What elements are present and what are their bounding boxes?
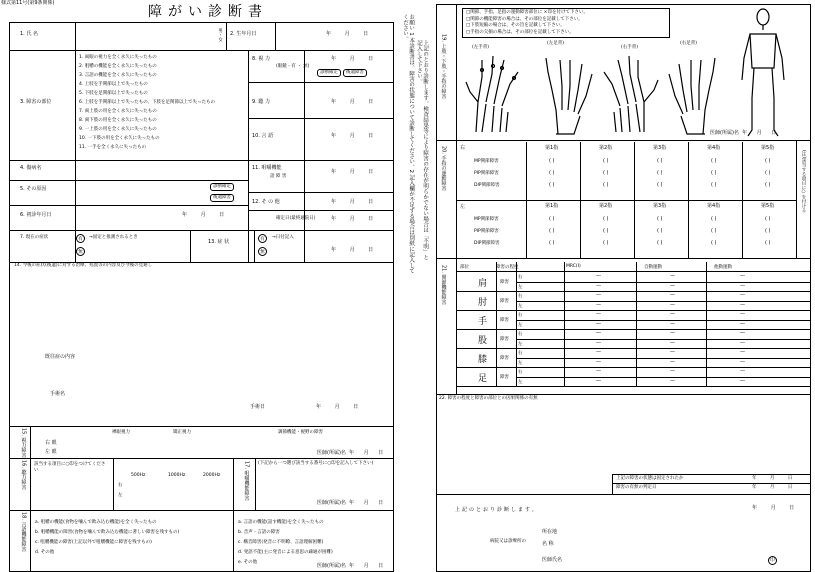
joint-header-cell: MRC(Ⅰ) [566,264,581,269]
injury-item[interactable]: 11. 一手を全く永久に失ったもの [79,145,147,150]
name-field[interactable] [76,23,216,49]
section15-label: 15. 視力障害 [20,428,27,458]
joint-disorder-label: 障害 [500,356,509,361]
joint-value-cell[interactable]: — [596,377,601,384]
sex-label[interactable]: 男・女 [217,28,223,42]
section18-label: 18. 言語機能障害 [20,512,27,552]
finger-row-label: DIP関節障害 [474,183,500,188]
finger-row-label: MP関節障害 [474,159,499,164]
joint-section-label: 21. 関節機能障害 [440,265,447,305]
joint-header-cell: 自動運動 [644,265,662,270]
diagnosis-confirmed-chip-2[interactable]: 診断確定 [210,183,234,191]
finger-cell[interactable]: ( ) [657,228,663,234]
first-visit-date-unit: 年 月 日 [182,212,231,218]
joint-value-cell[interactable]: — [740,377,745,384]
visit-date-unit-2: 年 月 日 [331,247,380,253]
current-label: 7. 現在の症状 [20,235,49,240]
diagnosis-confirmed-chip[interactable]: 診断確定 [317,69,341,77]
joint-value-cell[interactable]: — [596,330,601,336]
other-label: 12. そ の 他 [252,199,280,205]
instruction-line: □下肢短縮の場合は、その旨を記載して下さい。 [466,23,565,28]
injury-item[interactable]: 8. 両下肢の用を全く永久に失ったもの [79,118,157,123]
hand-label-4: (右足背) [680,41,698,46]
finger-col-divider [688,142,689,258]
current-option-b[interactable]: 無 [76,247,85,256]
injury-item[interactable]: 9. 一上肢の用を全く永久に失ったもの [79,127,157,132]
joint-row-line [516,320,810,321]
joint-row-line [516,301,810,302]
hospital-name-label: 名 称 [542,541,554,547]
joint-value-cell[interactable]: — [740,311,745,317]
speech-label: 10. 言 語 [252,133,274,139]
hz-2: 1000Hz [168,473,186,478]
finger-cell[interactable]: ( ) [603,170,609,176]
certify-date: 年 月 日 [752,505,801,511]
hz-3: 2000Hz [203,473,221,478]
vision-col-3: 調節機能・視野の障害 [278,430,323,435]
visit-date-unit: 年 月 日 [331,216,380,222]
section17-label: 17. 咀嚼機能障害 [243,461,250,501]
joint-value-cell[interactable]: — [670,311,675,317]
left-foot-icon [538,50,596,136]
check-item[interactable]: c. 構音障害(発音に不明瞭、言語理解困難) [238,540,324,545]
right-signature: 医師(所属)名 [710,130,739,136]
joint-row-line [516,358,810,359]
first-visit-label: 6. 初診年月日 [20,212,52,218]
joint-side: 左 [518,360,523,366]
joint-disorder-label: 障害 [500,299,509,304]
joint-disorder-label: 障害 [500,318,509,323]
joint-side: 右 [518,313,523,318]
finger-col-header: 第5指 [761,203,775,209]
joint-value-cell[interactable]: — [740,273,745,279]
joint-header-cell: 障害の程度 [496,265,519,270]
finger-cell[interactable]: ( ) [711,182,717,188]
joint-value-cell[interactable]: — [740,320,745,327]
finger-col-header: 第4指 [707,203,721,209]
check-item[interactable]: c. 咀嚼機能の障害(上記以外で咀嚼機能に障害を残すもの) [35,540,152,545]
injury-item[interactable]: 6. 上肢を手関節以上で失ったもの、下肢を足関節以上で失ったもの [79,100,216,105]
treatment-label: 14. 今後の症状(後遺)に対する治療、処置等の内容及び今後の見通し [14,263,153,268]
finger-grid [470,142,796,258]
joint-value-cell[interactable]: — [670,349,675,355]
hospital-address-label: 所在地 [542,529,558,535]
joint-header-cell: 他動運動 [714,265,732,270]
joint-row-line [516,339,810,340]
check-item[interactable]: b. 音声・言語の障害 [238,530,280,535]
joint-value-cell[interactable]: — [740,339,745,346]
visit-note: →日付記入 [272,235,294,240]
joint-value-cell[interactable]: — [670,377,675,384]
finger-col-header: 第3指 [653,203,667,209]
certify-text: 上記のとおり診断します。 [455,507,539,513]
hearing-date-unit: 年 月 日 [331,99,380,105]
finger-cell[interactable]: ( ) [603,240,609,246]
joint-row-line [456,367,810,368]
finger-cell[interactable]: ( ) [657,158,663,164]
finger-cell[interactable]: ( ) [765,158,771,164]
history-label: 既往症の内容 [45,354,76,360]
injury-item[interactable]: 10. 一下肢の用を全く永久に失ったもの [79,136,160,141]
finger-cell[interactable]: ( ) [711,216,717,222]
finger-cell[interactable]: ( ) [657,216,663,222]
joint-value-cell[interactable]: — [670,339,675,346]
injury-item[interactable]: 3. 言語の機能を全く永久に失ったもの [79,73,157,78]
finger-cell[interactable]: ( ) [657,182,663,188]
finger-cell[interactable]: ( ) [711,158,717,164]
final-row-1-date: 年 月 日 [752,476,799,481]
birth-label: 2. 生年月日 [230,31,257,37]
operation-label: 手術名 [50,391,66,397]
joint-side: 右 [518,351,523,356]
hearing-check-note: 該当する項目に○印をつけてください [34,462,106,473]
check-item[interactable]: e. その他 [238,560,258,565]
joint-value-cell[interactable]: — [596,339,601,346]
eye-right-label: 右 眼 [45,440,57,446]
hospital-desc: 病院又は診療所の [490,539,526,544]
joint-value-cell[interactable]: — [740,330,745,336]
vision-sub: (眼鏡・有 ・ 無) [276,64,310,69]
chew-date-unit: 年 月 日 [331,169,380,175]
joint-value-cell[interactable]: — [596,349,601,355]
joint-value-cell[interactable]: — [596,301,601,308]
joint-value-cell[interactable]: — [596,292,601,298]
mid-note: 上記のとおり診断します。検査結果等により障害の存在が明らかでない場合は「不明」と記入して下さい。 [416,40,429,260]
body-skeleton-icon [738,8,788,138]
finger-cell[interactable]: ( ) [549,228,555,234]
speech-date-unit: 年 月 日 [331,133,380,139]
joint-value-cell[interactable]: — [596,311,601,317]
finger-cell[interactable]: ( ) [603,228,609,234]
joint-row-line [456,291,810,292]
finger-cell[interactable]: ( ) [711,170,717,176]
joint-value-cell[interactable]: — [740,349,745,355]
finger-col-header: 第3指 [653,145,667,151]
joint-side: 右 [518,275,523,280]
ear-right-label: 右 [118,483,123,488]
joint-name: 肘 [478,298,488,308]
reserve-chip[interactable]: 後遺障害 [343,69,367,77]
vertical-note: お願い 1 本診断書は、障害の状態について診断してください。2 記入欄が不足する場合は別紙に記入してください。 [402,14,415,274]
finger-cell[interactable]: ( ) [765,240,771,246]
hand-label-3: (右手背) [621,45,639,50]
check-item[interactable]: b. 咀嚼機能の障害(食物を噛んで飲み込む機能に著しい障害を残すもの) [35,530,180,535]
other-date-unit: 年 月 日 [331,199,380,205]
speech-check-list-left [35,518,230,558]
joint-value-cell[interactable]: — [740,292,745,298]
instruction-line: □手指の欠損の場合は、その部位を記載して下さい。 [466,29,574,35]
seal-mark: 印 [770,557,776,563]
finger-cell[interactable]: ( ) [765,182,771,188]
finger-cell[interactable]: ( ) [549,158,555,164]
joint-value-cell[interactable]: — [740,301,745,308]
finger-col-divider [580,142,581,258]
finger-cell[interactable]: ( ) [765,216,771,222]
finger-cell[interactable]: ( ) [549,182,555,188]
hz-1: 500Hz [131,473,146,478]
hearing-note-right: (下記から一つ選び該当する番号に○印を記入して下さい) [258,461,374,466]
finger-col-divider [634,142,635,258]
finger-cell[interactable]: ( ) [711,240,717,246]
check-item[interactable]: d. その他 [35,550,55,555]
visit-sub: 確定日(最終通院日) [276,216,316,221]
joint-name: 足 [478,374,488,384]
vision-sig-date: 年 月 日 [349,450,388,456]
reserve-chip-2[interactable]: 後遺障害 [210,194,234,202]
finger-row-label: DIP関節障害 [474,241,500,246]
finger-cell[interactable]: ( ) [765,228,771,234]
right-hand-icon [600,52,660,134]
joint-col-divider [706,262,707,386]
onset-label: 5. その原因 [20,186,47,192]
joint-disorder-label: 障害 [500,375,509,380]
current-option-a[interactable]: 有 [76,234,85,243]
joint-side: 左 [518,322,523,328]
visit-option-b[interactable]: 無 [258,247,267,256]
finger-cell[interactable]: ( ) [765,170,771,176]
joint-col-divider [496,262,497,386]
joint-row-line [456,348,810,349]
injury-item[interactable]: 4. 上肢を手関節以上で失ったもの [79,82,148,87]
vision-label: 8. 視 力 [252,56,270,62]
joint-value-cell[interactable]: — [740,282,745,289]
hand-label-2: (左足背) [547,41,565,46]
finger-cell[interactable]: ( ) [603,182,609,188]
form-number: 様式第11号(第9条関係) [1,0,55,6]
eye-left-label: 左 眼 [45,449,57,455]
ear-left-label: 左 [118,493,123,498]
finger-col-divider [526,142,527,258]
final-row-2: 障害の有無の判定日 [616,485,657,490]
joint-header-cell: 部位 [460,265,469,270]
finger-col-header: 第2指 [599,203,613,209]
joint-value-cell[interactable]: — [596,368,601,374]
joint-value-cell[interactable]: — [670,282,675,289]
joint-value-cell[interactable]: — [596,320,601,327]
joint-value-cell[interactable]: — [740,358,745,365]
hand-label-1: (左手背) [472,45,490,50]
joint-name: 肩 [478,279,488,289]
finger-note: (注)該当する項目に○を付ける [800,150,806,213]
joint-value-cell[interactable]: — [740,368,745,374]
visit-option-a[interactable]: 有 [258,234,267,243]
finger-side-left: 左 [460,204,466,210]
joint-value-cell[interactable]: — [670,368,675,374]
finger-cell[interactable]: ( ) [549,240,555,246]
finger-col-header: 第5指 [761,145,775,151]
finger-label: 20. 手指の運動障害 [440,146,447,191]
joint-value-cell[interactable]: — [670,320,675,327]
op-date-label: 手術日 [250,404,266,410]
check-item[interactable]: d. 発語不能(主に発音による意思の疎通が困難) [238,550,333,555]
joint-value-cell[interactable]: — [596,273,601,279]
chew-label: 11. 咀嚼機能 [252,165,282,171]
joint-row-line [456,386,810,387]
finger-row-label: PIP関節障害 [474,171,499,176]
joint-row-line [456,310,810,311]
joint-side: 右 [518,332,523,337]
joint-side: 左 [518,379,523,385]
joint-value-cell[interactable]: — [670,330,675,336]
joint-row-line [456,329,810,330]
vision-date-unit: 年 月 日 [331,56,380,62]
joint-value-cell[interactable]: — [670,273,675,279]
injury-item[interactable]: 2. 咀嚼の機能を全く永久に失ったもの [79,64,157,69]
finger-col-divider [742,142,743,258]
joint-side: 左 [518,284,523,290]
speech-check-list-right [238,518,388,568]
final-row-2-date: 年 月 日 [752,485,799,490]
instruction-line: □関節、手指、足指の運動障害部位に ×印を付けて下さい。 [466,10,588,15]
hearing-label: 9. 聴 力 [252,99,270,105]
joint-col-divider [564,262,565,386]
left-hand-icon [462,52,530,134]
visit-label: 13. 症 状 [208,239,230,245]
vision-col-1: 裸眼視力 [112,430,130,435]
joint-side: 左 [518,303,523,309]
finger-cell[interactable]: ( ) [549,170,555,176]
vision-col-2: 矯正視力 [173,430,191,435]
section16-label: 16. 聴力障害 [20,460,27,490]
finger-cell[interactable]: ( ) [657,170,663,176]
joint-side: 左 [518,341,523,347]
instruction-box [462,8,670,38]
finger-cell[interactable]: ( ) [711,228,717,234]
speech-sig-date: 年 月 日 [349,563,388,569]
final-row-1: 上記の障害の状態は固定されたか [616,476,684,481]
check-item[interactable]: a. 言語の機能(話す機能)を全く失ったもの [238,520,324,525]
instruction-line: □関節の機能障害の場合は、その部位を記載して下さい。 [466,16,583,22]
joint-row-line [516,377,810,378]
finger-cell[interactable]: ( ) [549,216,555,222]
disease-label: 4. 傷病名 [20,165,42,171]
joint-value-cell[interactable]: — [670,358,675,365]
finger-side-right: 右 [460,145,466,151]
injury-item[interactable]: 5. 下肢を足関節以上で失ったもの [79,91,148,96]
finger-cell[interactable]: ( ) [603,158,609,164]
finger-cell[interactable]: ( ) [603,216,609,222]
vision-signature: 医師(所属)名 [317,450,346,456]
right-foot-icon [665,50,725,136]
joint-disorder-label: 障害 [500,280,509,285]
joint-side: 右 [518,294,523,299]
joint-row-line [516,282,810,283]
finger-col-header: 第1指 [545,203,559,209]
joint-col-divider [636,262,637,386]
right-sig-date: 年 月 日 [742,130,781,136]
speech-signature: 医師(所属)名 [317,563,346,569]
joint-side: 右 [518,370,523,375]
name-label: 1. 氏 名 [20,31,38,37]
injury-item[interactable]: 7. 両上肢の用を全く永久に失ったもの [79,109,157,114]
finger-col-header: 第1指 [545,145,559,151]
section22-label: 22. 障害の程度と障害の部位との因果関係の有無 [439,396,538,401]
injury-item[interactable]: 1. 両眼の視力を全く永久に失ったもの [79,55,157,60]
finger-cell[interactable]: ( ) [657,240,663,246]
current-note-a: →固定と推測されるとき [89,235,138,240]
op-date-unit: 年 月 日 [316,404,365,410]
joint-value-cell[interactable]: — [670,292,675,298]
injury-label: 3. 障害の部位 [20,99,52,105]
birth-date-unit: 年 月 日 [326,31,375,37]
joint-value-cell[interactable]: — [596,282,601,289]
check-item[interactable]: a. 咀嚼の機能(食物を噛んで飲み込む機能)を全く失ったもの [35,520,157,525]
finger-col-header: 第4指 [707,145,721,151]
joint-value-cell[interactable]: — [670,301,675,308]
hearing-sig-date: 年 月 日 [349,500,388,506]
joint-name: 膝 [478,355,488,365]
page-title: 障がい診断書 [148,4,268,20]
joint-value-cell[interactable]: — [596,358,601,365]
section19-label: 19. 上肢・下肢・手指の障害 [440,34,447,99]
hearing-signature: 医師(所属)名 [317,500,346,506]
finger-col-header: 第2指 [599,145,613,151]
joint-col-divider [516,262,517,386]
joint-name: 股 [478,336,488,346]
finger-row-label: PIP関節障害 [474,229,499,234]
injury-list [79,53,244,152]
joint-name: 手 [478,317,488,327]
joint-disorder-label: 障害 [500,337,509,342]
doctor-label: 医師氏名 [542,557,563,563]
chew-sub: 語 障 害 [270,174,287,179]
finger-row-label: MP関節障害 [474,217,499,222]
